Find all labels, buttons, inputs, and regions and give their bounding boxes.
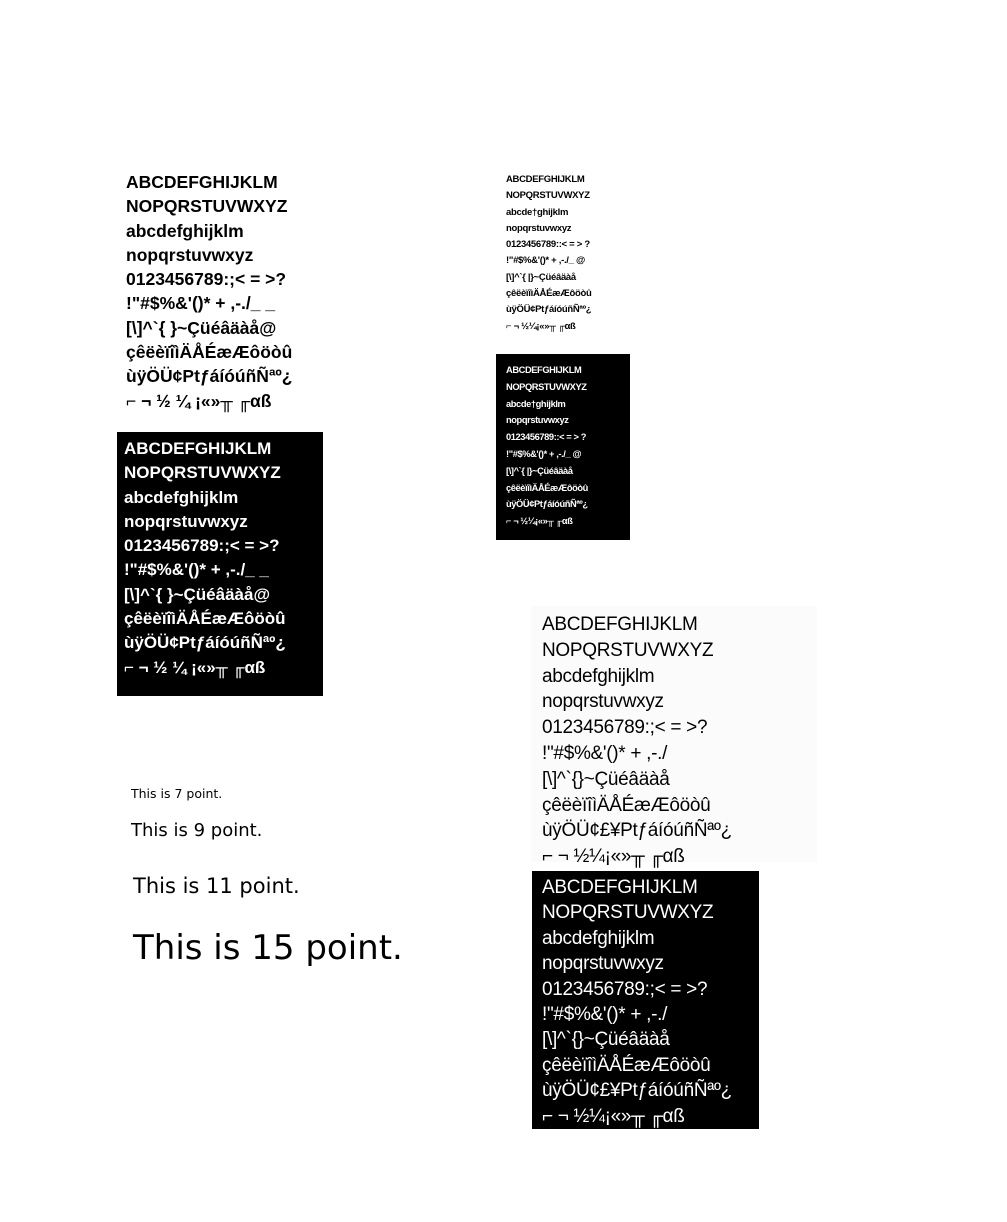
specimen-line: !"#$%&'()* + ,-./_ @ [506, 255, 585, 267]
specimen-regular-light [531, 606, 817, 868]
specimen-line: nopqrstuvwxyz [126, 244, 254, 265]
specimen-line: NOPQRSTUVWXYZ [124, 463, 281, 483]
point-size-sample-11: This is 11 point. [133, 874, 300, 898]
specimen-bold-small-light [506, 172, 706, 335]
specimen-line: NOPQRSTUVWXYZ [506, 190, 590, 202]
specimen-line: çêëèïîìÄÅÉæÆôöòû [542, 794, 711, 816]
specimen-line: !"#$%&'()* + ,-./_ _ [124, 560, 269, 580]
specimen-bold-large-light [126, 170, 456, 413]
specimen-regular-dark [532, 871, 759, 1129]
specimen-line: [\]^`{ |}~Çüéâäàå [506, 465, 573, 476]
specimen-line: !"#$%&'()* + ,-./ [542, 1003, 668, 1025]
specimen-line: ABCDEFGHIJKLM [126, 172, 278, 192]
specimen-line: abcdefghijklm [542, 927, 655, 949]
specimen-line: 0123456789::< = > ? [506, 239, 590, 251]
specimen-line: [\]^`{}~Çüéâäàå [542, 1029, 670, 1051]
specimen-line: 0123456789:;< = >? [542, 978, 708, 1000]
specimen-bold-small-dark [496, 354, 630, 540]
point-size-sample-7: This is 7 point. [131, 786, 223, 801]
specimen-line: nopqrstuvwxyz [124, 511, 248, 531]
specimen-line: ùÿÖÜ¢£¥PtƒáíóúñÑªº¿ [542, 820, 732, 842]
specimen-line: ùÿÖÜ¢PtƒáíóúñÑªº¿ [506, 499, 588, 510]
specimen-line: çêëèïîìÄÅÉæÆôöòû [126, 342, 293, 363]
specimen-line: ⌐ ¬ ½ ¼ ¡«»╥ ╓αß [124, 657, 266, 677]
specimen-line: ⌐ ¬ ½¼¡«»╥ ╓αß [542, 1105, 685, 1127]
specimen-line: abcdefghijklm [542, 665, 655, 687]
specimen-line: !"#$%&'()* + ,-./_ @ [506, 448, 582, 459]
point-size-sample-9: This is 9 point. [131, 820, 263, 841]
specimen-line: ⌐ ¬ ½ ¼ ¡«»╥ ╓αß [126, 390, 272, 411]
specimen-line: ùÿÖÜ¢PtƒáíóúñÑªº¿ [126, 366, 293, 387]
specimen-line: nopqrstuvwxyz [506, 222, 572, 234]
specimen-line: ùÿÖÜ¢£¥PtƒáíóúñÑªº¿ [542, 1080, 732, 1102]
specimen-line: NOPQRSTUVWXYZ [542, 639, 714, 661]
specimen-line: [\]^`{ |}~Çüéâäàå [506, 271, 576, 283]
specimen-line: !"#$%&'()* + ,-./ [542, 742, 668, 764]
specimen-line: 0123456789:;< = >? [124, 536, 280, 556]
specimen-line: 0123456789::< = > ? [506, 432, 587, 443]
specimen-line: 0123456789:;< = >? [542, 717, 708, 739]
specimen-line: abcde†ghijklm [506, 206, 569, 218]
point-size-sample-15: This is 15 point. [133, 928, 403, 968]
specimen-line: NOPQRSTUVWXYZ [542, 902, 714, 924]
specimen-line: NOPQRSTUVWXYZ [126, 196, 288, 217]
specimen-line: abcdefghijklm [126, 220, 244, 241]
specimen-line: [\]^`{ }~Çüéâäàå@ [124, 584, 271, 604]
specimen-bold-large-dark [117, 432, 323, 696]
specimen-line: ⌐ ¬ ½¼¡«»╥ ╓αß [542, 846, 685, 868]
specimen-line: 0123456789:;< = >? [126, 269, 287, 290]
specimen-line: çêëèïîìÄÅÉæÆôöòû [506, 288, 592, 300]
specimen-line: ⌐ ¬ ½¼¡«»╥ ╓αß [506, 516, 573, 527]
specimen-line: ABCDEFGHIJKLM [542, 614, 698, 635]
specimen-line: ⌐ ¬ ½¼¡«»╥ ╓αß [506, 320, 576, 332]
specimen-line: çêëèïîìÄÅÉæÆôöòû [506, 482, 588, 493]
specimen-line: !"#$%&'()* + ,-./_ _ [126, 293, 276, 314]
specimen-line: nopqrstuvwxyz [542, 953, 664, 975]
specimen-line: çêëèïîìÄÅÉæÆôöòû [542, 1054, 711, 1076]
specimen-line: ùÿÖÜ¢PtƒáíóúñÑªº¿ [124, 633, 286, 653]
specimen-line: abcdefghijklm [124, 487, 239, 507]
specimen-line: ABCDEFGHIJKLM [506, 365, 582, 375]
specimen-line: nopqrstuvwxyz [542, 691, 664, 713]
specimen-line: [\]^`{ }~Çüéâäàå@ [126, 317, 277, 338]
specimen-line: çêëèïîìÄÅÉæÆôöòû [124, 609, 286, 629]
specimen-line: ùÿÖÜ¢PtƒáíóúñÑªº¿ [506, 304, 592, 316]
specimen-line: nopqrstuvwxyz [506, 415, 569, 426]
specimen-line: [\]^`{}~Çüéâäàå [542, 768, 670, 790]
specimen-line: ABCDEFGHIJKLM [542, 877, 698, 898]
specimen-line: ABCDEFGHIJKLM [506, 174, 585, 185]
specimen-line: abcde†ghijklm [506, 398, 566, 409]
specimen-line: ABCDEFGHIJKLM [124, 439, 272, 458]
specimen-line: NOPQRSTUVWXYZ [506, 381, 587, 392]
